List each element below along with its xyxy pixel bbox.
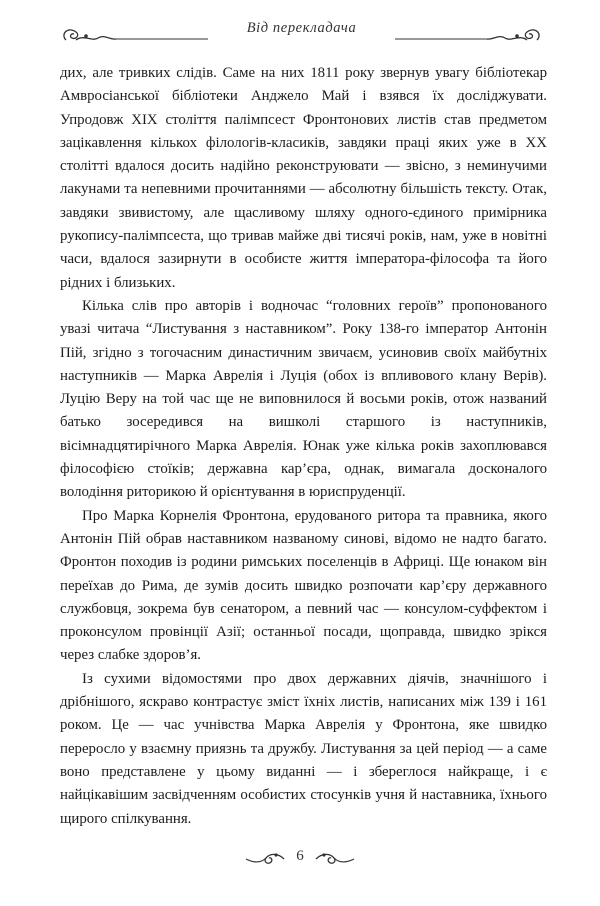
page-number: 6 [296,848,304,864]
paragraph: Кілька слів про авторів і водночас “головних героїв” пропонованого увазі читача “Листування з наставником”. Року 138-го імператор Антонін Пій, згідно з тогочасним династичним звичаєм, усиновив своїх майбутніх наступників — Марка Аврелія і Луція (обох із впливового клану Верів). Луцію Веру на той час ще не виповнилося й восьми років, отож названий батько зосередився на вишколі старшого із наступників, вісімнадцятирічного Марка Аврелія. Юнак уже кілька років захоплювався філософією стоїків; державна кар’єра, однак, вимагала досконалого володіння риторикою й орієнтування в юриспруденції. [60,297,547,501]
paragraph: дих, але тривких слідів. Саме на них 1811 року звернув увагу бібліотекар Амвросіанської бібліотеки Анджело Май і взявся їх досліджувати. Упродовж ХІХ століття палімпсест Фронтонових листів став предметом зацікавлення кількох філологів-класиків, завдяки праці яких уже в ХХ столітті вдалося досить надійно реконструювати — звісно, з неминучими лакунами та непевними прочитаннями — абсолютну більшість тексту. Отак, завдяки звивистому, але щасливому шляху одного-єдиного примірника рукопису-палімпсеста, що тривав майже дві тисячі років, нам, уже в новітні часи, вдалося зазирнути в особисте життя імператора-філософа та його рідних і близьких. [60,65,547,291]
paragraph: Про Марка Корнелія Фронтона, ерудованого ритора та правника, якого Антонін Пій обрав наставником названому синові, відомо не надто багато. Фронтон походив із родини римських поселенців в Африці. Ще юнаком він переїхав до Рима, де зумів досить швидко розпочати кар’єру державного службовця, зокрема був сенатором, а певний час — консулом-суффектом і проконсулом провінції Азії; останньої посади, щоправда, швидко зрікся через слабке здоров’я. [60,507,547,664]
paragraph: Із сухими відомостями про двох державних діячів, значнішого і дрібнішого, яскраво контрастує зміст їхніх листів, написаних між 139 і 161 роком. Це — час учнівства Марка Аврелія у Фронтона, яке швидко переросло у взаємну приязнь та дружбу. Листування за цей період — а саме воно представлене у цьому виданні — і збереглося найкраще, і є найцікавішим засвідченням особистих стосунків учня й наставника, їхнього щирого спілкування. [60,670,547,827]
page-footer [240,844,360,874]
running-header [58,18,545,48]
main-text [60,62,547,831]
header-title: Від перекладача [246,20,357,36]
